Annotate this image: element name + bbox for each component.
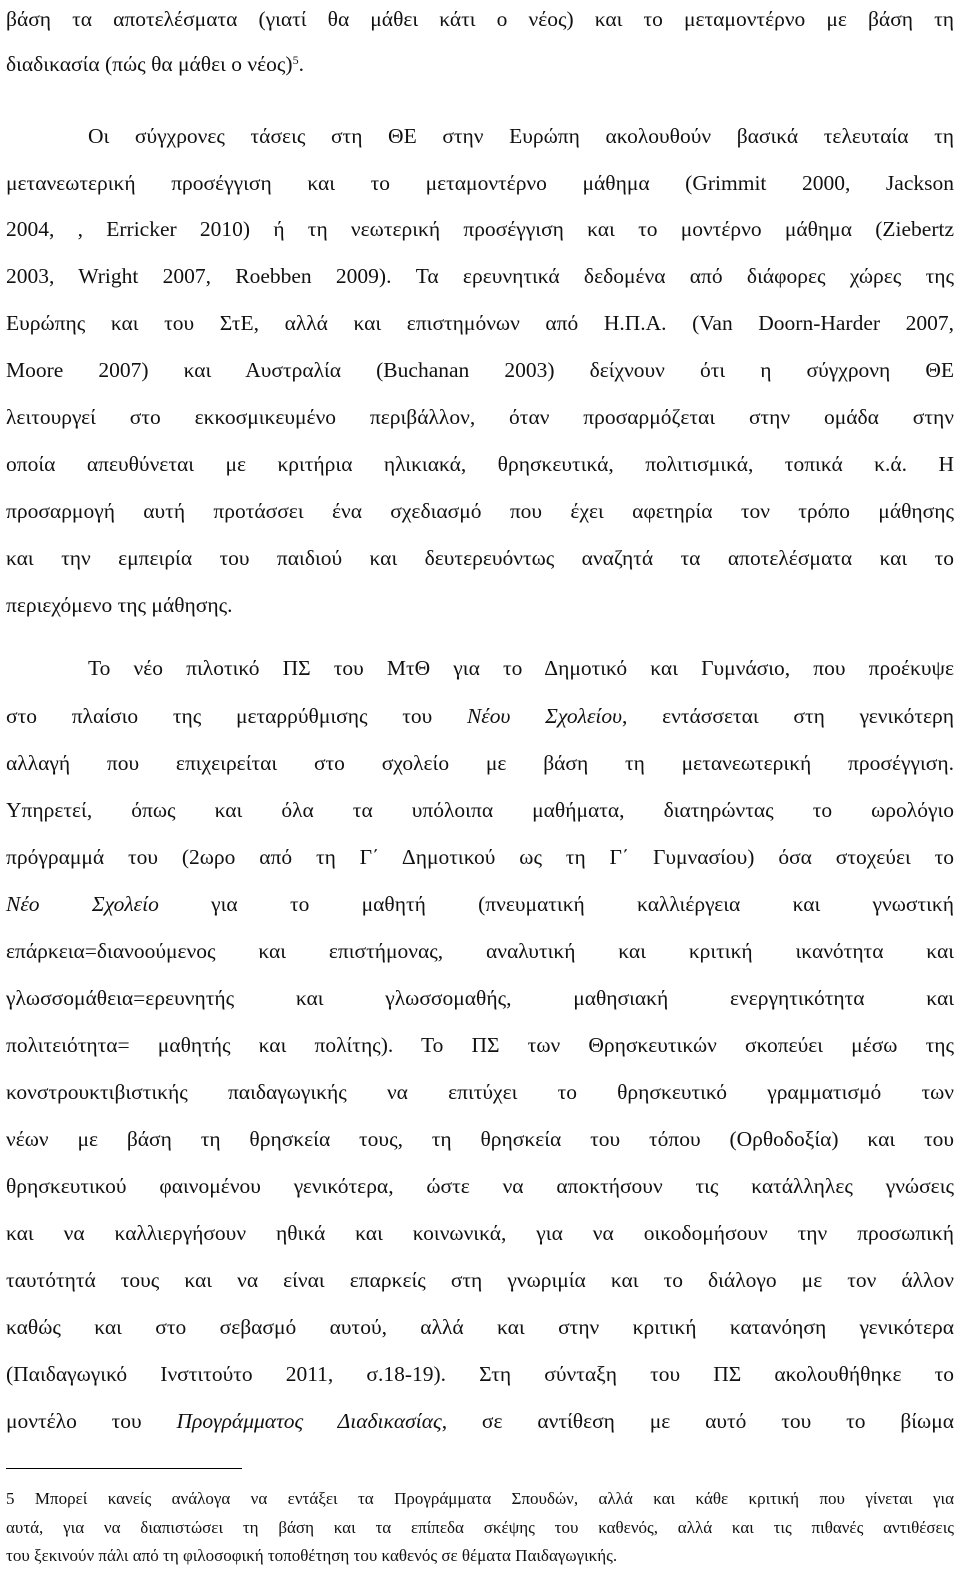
footnote-number: 5 — [6, 1489, 15, 1508]
text-line: λειτουργεί στο εκκοσμικευμένο περιβάλλον, όταν προσαρμόζεται στην ομάδα στην — [6, 405, 954, 429]
text-line: στο πλαίσιο της μεταρρύθμισης του Νέου Σχολείου, εντάσσεται στη γενικότερη — [6, 704, 954, 728]
text-line: περιεχόμενο της μάθησης. — [6, 593, 233, 617]
text-line: (Παιδαγωγικό Ινστιτούτο 2011, σ.18-19). Στη σύνταξη του ΠΣ ακολουθήθηκε το — [6, 1362, 954, 1386]
text-line: μετανεωτερική προσέγγιση και το μεταμοντέρνο μάθημα (Grimmit 2000, Jackson — [6, 171, 954, 195]
text-line: ταυτότητά τους και να είναι επαρκείς στη γνωριμία και το διάλογο με τον άλλον — [6, 1268, 954, 1292]
text-line: και την εμπειρία του παιδιού και δευτερευόντως αναζητά τα αποτελέσματα και το — [6, 546, 954, 570]
text-line: γλωσσομάθεια=ερευνητής και γλωσσομαθής, μαθησιακή ενεργητικότητα και — [6, 986, 954, 1010]
text-line: Moore 2007) και Αυστραλία (Buchanan 2003) δείχνουν ότι η σύγχρονη ΘΕ — [6, 358, 954, 382]
text-line: Νέο Σχολείο για το μαθητή (πνευματική καλλιέργεια και γνωστική — [6, 892, 954, 916]
italic-term: Νέο Σχολείο — [6, 892, 159, 916]
footnote-separator — [6, 1468, 242, 1469]
text-line: Το νέο πιλοτικό ΠΣ του ΜτΘ για το Δημοτικό και Γυμνάσιο, που προέκυψε — [88, 656, 954, 680]
text-line: οποία απευθύνεται με κριτήρια ηλικιακά, θρησκευτικά, πολιτισμικά, τοπικά κ.ά. Η — [6, 452, 954, 476]
text-line: μοντέλο του Προγράμματος Διαδικασίας, σε αντίθεση με αυτό του το βίωμα — [6, 1409, 954, 1433]
footnote-ref[interactable]: 5 — [292, 53, 299, 67]
text-line: επάρκεια=διανοούμενος και επιστήμονας, αναλυτική και κριτική ικανότητα και — [6, 939, 954, 963]
text-line: πρόγραμμά του (2ωρο από τη Γ΄ Δημοτικού ως τη Γ΄ Γυμνασίου) όσα στοχεύει το — [6, 845, 954, 869]
footnote-line: 5 Μπορεί κανείς ανάλογα να εντάξει τα Προγράμματα Σπουδών, αλλά και κάθε κριτική που γίνεται για — [6, 1489, 954, 1508]
text-line: 2004, , Erricker 2010) ή τη νεωτερική προσέγγιση και το μοντέρνο μάθημα (Ziebertz — [6, 217, 954, 241]
italic-term: Προγράμματος Διαδικασίας — [176, 1409, 442, 1433]
text-line: Ευρώπης και του ΣτΕ, αλλά και επιστημόνων από Η.Π.Α. (Van Doorn-Harder 2007, — [6, 311, 954, 335]
text-line: Υπηρετεί, όπως και όλα τα υπόλοιπα μαθήματα, διατηρώντας το ωρολόγιο — [6, 798, 954, 822]
text-line: καθώς και στο σεβασμό αυτού, αλλά και στην κριτική κατανόηση γενικότερα — [6, 1315, 954, 1339]
italic-term: Νέου Σχολείου — [466, 704, 623, 728]
footnote-line: αυτά, για να διαπιστώσει τη βάση και τα επίπεδα σκέψης του καθενός, αλλά και τις πιθανές αντιθέσεις — [6, 1518, 954, 1537]
text-line: θρησκευτικού φαινομένου γενικότερα, ώστε να αποκτήσουν τις κατάλληλες γνώσεις — [6, 1174, 954, 1198]
text-line: 2003, Wright 2007, Roebben 2009). Τα ερευνητικά δεδομένα από διάφορες χώρες της — [6, 264, 954, 288]
footnote-line: του ξεκινούν πάλι από τη φιλοσοφική τοποθέτηση του καθενός σε θέματα Παιδαγωγικής. — [6, 1546, 618, 1565]
text-line: προσαρμογή αυτή προτάσσει ένα σχεδιασμό που έχει αφετηρία τον τρόπο μάθησης — [6, 499, 954, 523]
text-line: και να καλλιεργήσουν ηθικά και κοινωνικά, για να οικοδομήσουν την προσωπική — [6, 1221, 954, 1245]
text-line: διαδικασία (πώς θα μάθει ο νέος)$^5$. — [6, 52, 304, 76]
text-line: βάση τα αποτελέσματα (γιατί θα μάθει κάτι ο νέος) και το μεταμοντέρνο με βάση τη — [6, 7, 954, 31]
text-line: αλλαγή που επιχειρείται στο σχολείο με βάση τη μετανεωτερική προσέγγιση. — [6, 751, 954, 775]
text-line: Οι σύγχρονες τάσεις στη ΘΕ στην Ευρώπη ακολουθούν βασικά τελευταία τη — [88, 124, 954, 148]
text-line: κονστρουκτιβιστικής παιδαγωγικής να επιτύχει το θρησκευτικό γραμματισμό των — [6, 1080, 954, 1104]
text-line: νέων με βάση τη θρησκεία τους, τη θρησκεία του τόπου (Ορθοδοξία) και του — [6, 1127, 954, 1151]
text-line: πολιτειότητα= μαθητής και πολίτης). Το ΠΣ των Θρησκευτικών σκοπεύει μέσω της — [6, 1033, 954, 1057]
